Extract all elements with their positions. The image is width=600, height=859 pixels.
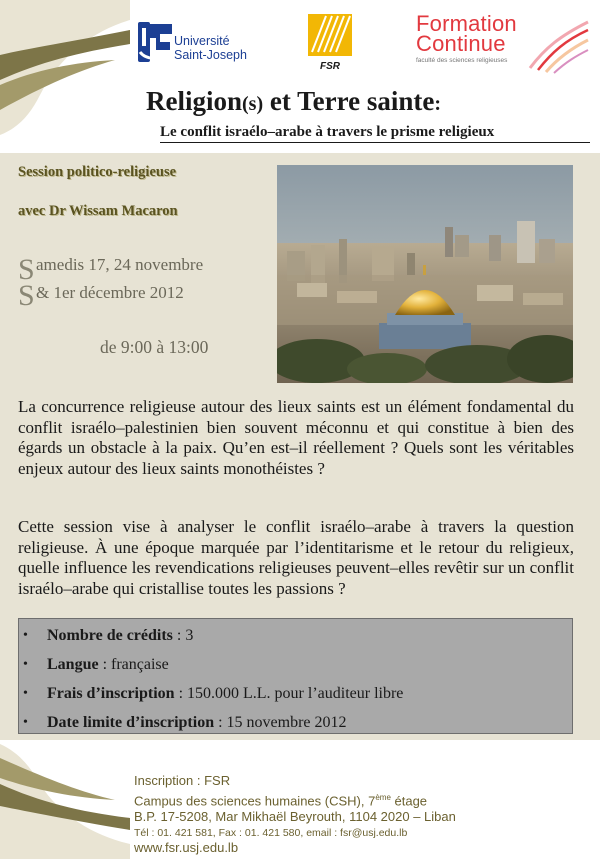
credits-label: Nombre de crédits [47, 627, 173, 644]
langue-value: : française [98, 656, 169, 673]
session-speaker: avec Dr Wissam Macaron [18, 203, 178, 219]
date-initial-2: S [18, 279, 35, 312]
limite-value: : 15 novembre 2012 [214, 714, 347, 731]
usj-name-line1: Université [174, 34, 230, 48]
fc-title-line1: Formation [416, 11, 517, 36]
ribbon-decoration-icon [520, 18, 590, 74]
title-part1: Religion [146, 86, 243, 116]
footer-website: www.fsr.usj.edu.lb [134, 839, 239, 855]
limite-label: Date limite d’inscription [47, 714, 215, 731]
decorative-swoosh-top [0, 0, 130, 135]
info-item-date-limite [47, 714, 347, 732]
langue-label: Langue [47, 656, 99, 673]
page-title [146, 86, 441, 117]
title-s: (s) [242, 93, 264, 115]
usj-emblem-icon [136, 20, 176, 64]
date-initial: S [18, 253, 35, 286]
footer [0, 740, 600, 859]
bullet-icon: • [23, 686, 28, 701]
header [0, 0, 600, 150]
description-paragraph-2: Cette session vise à analyser le conflit israélo–arabe à travers la question religieuse. À une époque marquée par l’identitarisme et le retour du religieux, quelle influence les revendications religieuses peuvent–elles revêtir sur un conflit israélo–arabe qui cristallise toutes les passions ? [18, 517, 574, 598]
formation-continue-logo [416, 11, 590, 74]
date-line1: amedis 17, 24 novembre [36, 255, 204, 274]
page-subtitle: Le conflit israélo–arabe à travers le prisme religieux [160, 124, 590, 143]
title-colon: : [434, 93, 442, 115]
description-paragraph-1: La concurrence religieuse autour des lieux saints est un élément fondamental du conflit israélo–palestinien bien souvent méconnu et qui constitue à bien des égards un obstacle à la paix. Qu’en est–il réellement ? Quels sont les véritables enjeux autour des lieux saints monothéistes ? [18, 397, 574, 478]
footer-campus-text: Campus des sciences humaines (CSH), 7 [134, 792, 376, 808]
frais-label: Frais d’inscription [47, 685, 175, 702]
info-box [18, 618, 573, 734]
session-title: Session politico-religieuse [18, 164, 177, 180]
session-time: de 9:00 à 13:00 [100, 337, 209, 357]
frais-value: : 150.000 L.L. pour l’auditeur libre [174, 685, 404, 702]
bullet-icon: • [23, 657, 28, 672]
title-part2: et Terre sainte [263, 86, 435, 116]
fc-subtitle: faculté des sciences religieuses [416, 57, 508, 64]
fsr-logo [306, 12, 354, 72]
usj-logo [136, 20, 266, 70]
footer-floor-text: étage [390, 792, 428, 808]
contact-block [134, 773, 456, 856]
usj-name-line2: Saint-Joseph [174, 48, 247, 62]
footer-inscription: Inscription : FSR [134, 773, 231, 788]
decorative-swoosh-bottom [0, 744, 130, 859]
footer-phone-email: Tél : 01. 421 581, Fax : 01. 421 580, email : fsr@usj.edu.lb [134, 826, 408, 839]
info-item-langue [47, 656, 169, 674]
info-item-credits [47, 627, 193, 645]
fsr-emblem-icon [306, 12, 354, 58]
info-item-frais [47, 685, 403, 703]
bullet-icon: • [23, 715, 28, 730]
jerusalem-photo [277, 165, 573, 383]
footer-campus [134, 790, 456, 810]
fc-title-line2: Continue [416, 31, 506, 56]
footer-address: B.P. 17-5208, Mar Mikhaël Beyrouth, 1104 2020 – Liban [134, 809, 456, 825]
fsr-label: FSR [320, 61, 340, 72]
date-line2: & 1er décembre 2012 [36, 283, 184, 302]
credits-value: : 3 [172, 627, 194, 644]
content-panel [0, 153, 600, 740]
footer-floor-sup: ème [375, 792, 391, 802]
bullet-icon: • [23, 628, 28, 643]
